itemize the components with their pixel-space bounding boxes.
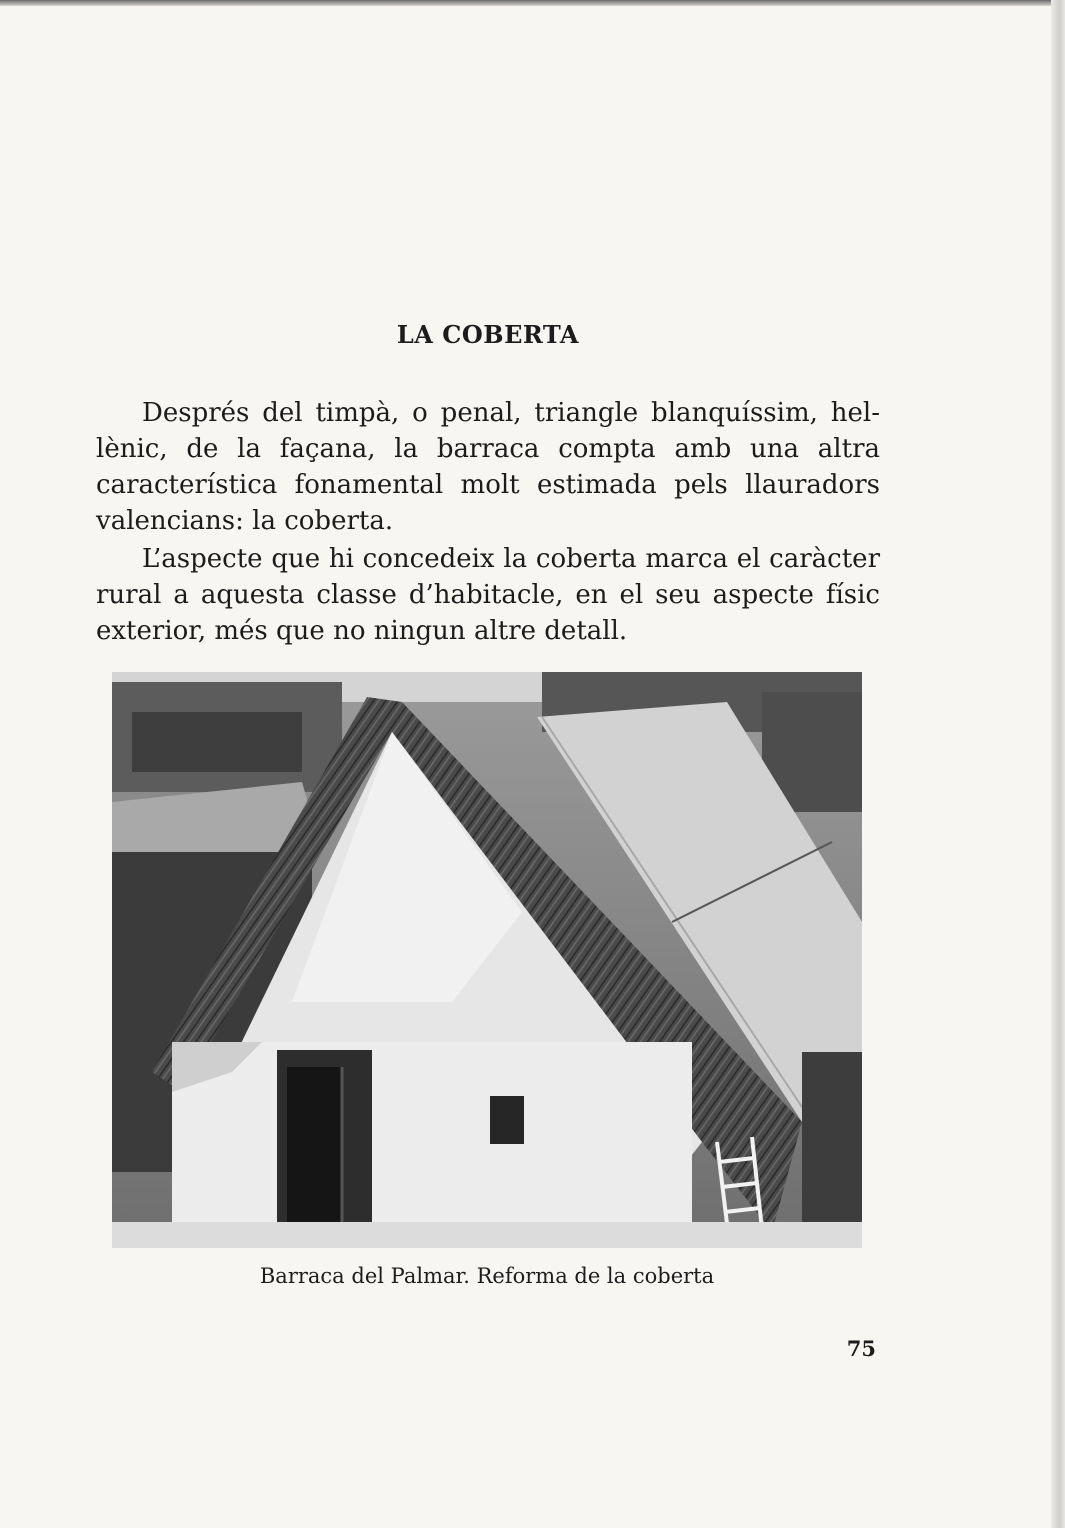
paragraph-2: L’aspecte que hi concedeix la coberta marca el caràcter rural a aquesta classe d’habitacle, en el seu aspecte físic exterior, més que no ningun altre detall. bbox=[96, 544, 880, 646]
body-text bbox=[96, 395, 880, 649]
barraca-photo bbox=[112, 672, 862, 1248]
photo-caption: Barraca del Palmar. Reforma de la coberta bbox=[259, 1264, 715, 1288]
page-number: 75 bbox=[846, 1336, 876, 1361]
page-spine-edge bbox=[1051, 0, 1065, 1528]
page-top-edge bbox=[0, 0, 1065, 6]
paragraph-1: Després del timpà, o penal, triangle blanquíssim, hellènic, de la façana, la barraca compta amb una altra característica fonamental molt estimada pels llauradors valencians: la coberta. bbox=[96, 398, 880, 536]
barraca-photo-drawing bbox=[112, 672, 862, 1248]
section-heading: LA COBERTA bbox=[396, 320, 580, 349]
